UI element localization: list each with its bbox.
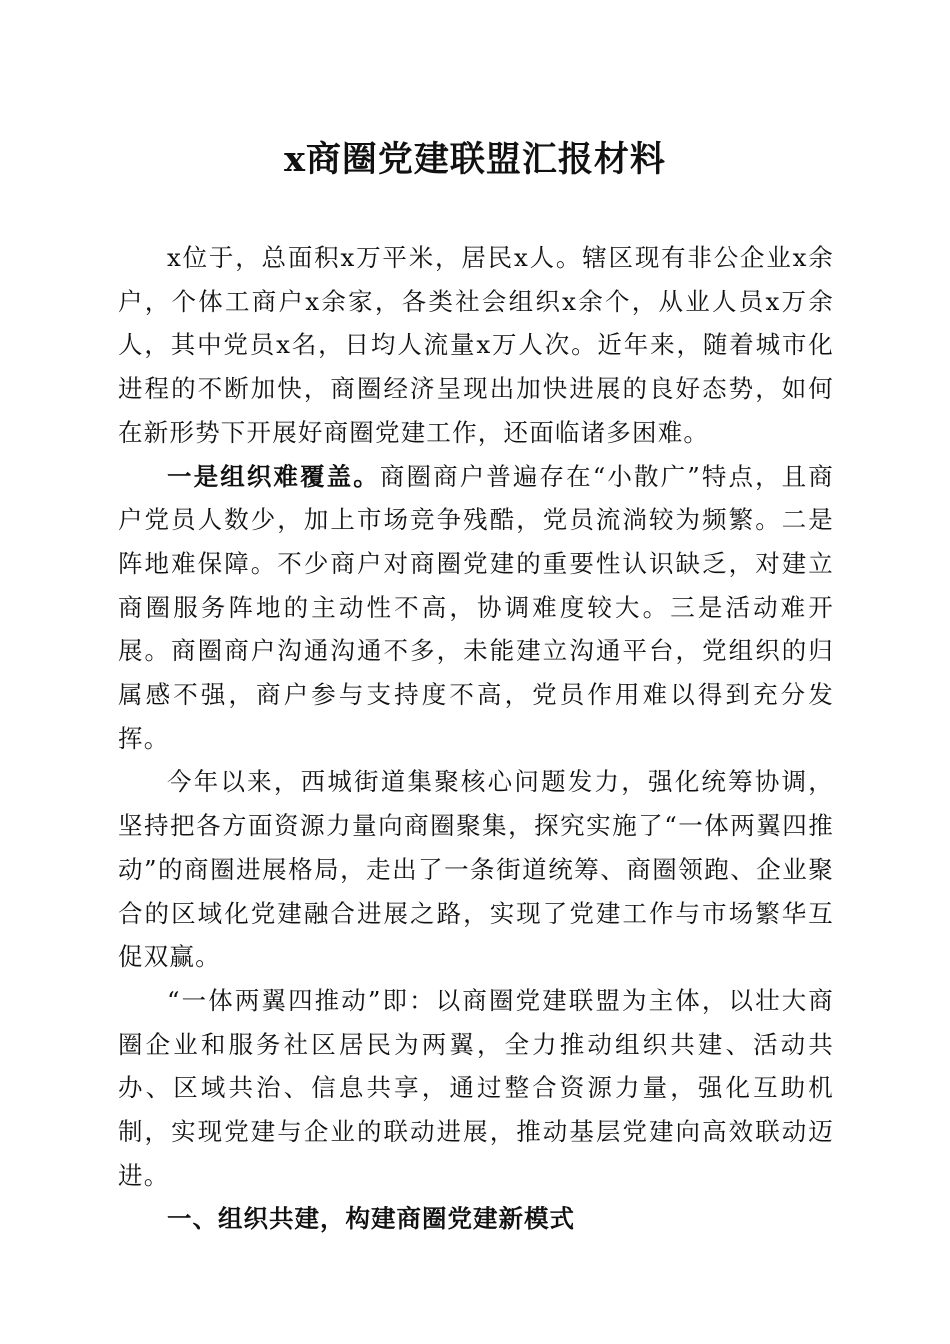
paragraph-definition <box>118 979 834 1198</box>
paragraph-intro <box>118 236 834 455</box>
paragraph-difficulties-text: 商圈商户普遍存在“小散广”特点，且商户党员人数少，加上市场竞争残酷，党员流淌较为频繁。二是阵地难保障。不少商户对商圈党建的重要性认识缺乏，对建立商圈服务阵地的主动性不高，协调难度较大。三是活动难开展。商圈商户沟通沟通不多，未能建立沟通平台，党组织的归属感不强，商户参与支持度不高，党员作用难以得到充分发挥。 <box>118 461 834 753</box>
document-body <box>118 236 834 1241</box>
paragraph-progress <box>118 760 834 979</box>
document-title: x商圈党建联盟汇报材料 <box>284 139 666 180</box>
paragraph-intro-text: x位于，总面积x万平米，居民x人。辖区现有非公企业x余户，个体工商户x余家，各类社会组织x余个，从业人员x万余人，其中党员x名，日均人流量x万人次。近年来，随着城市化进程的不断加快，商圈经济呈现出加快进展的良好态势，如何在新形势下开展好商圈党建工作，还面临诸多困难。 <box>118 243 834 447</box>
paragraph-difficulties-lead: 一是组织难覆盖。 <box>167 461 380 491</box>
paragraph-difficulties <box>118 455 834 761</box>
section-heading: 一、组织共建，构建商圈党建新模式 <box>167 1204 575 1234</box>
paragraph-definition-text: “一体两翼四推动”即：以商圈党建联盟为主体，以壮大商圈企业和服务社区居民为两翼，全力推动组织共建、活动共办、区域共治、信息共享，通过整合资源力量，强化互助机制，实现党建与企业的联动进展，推动基层党建向高效联动迈进。 <box>118 985 834 1190</box>
paragraph-progress-text: 今年以来，西城街道集聚核心问题发力，强化统筹协调，坚持把各方面资源力量向商圈聚集，探究实施了“一体两翼四推动”的商圈进展格局，走出了一条街道统筹、商圈领跑、企业聚合的区域化党建融合进展之路，实现了党建工作与市场繁华互促双赢。 <box>118 767 834 972</box>
